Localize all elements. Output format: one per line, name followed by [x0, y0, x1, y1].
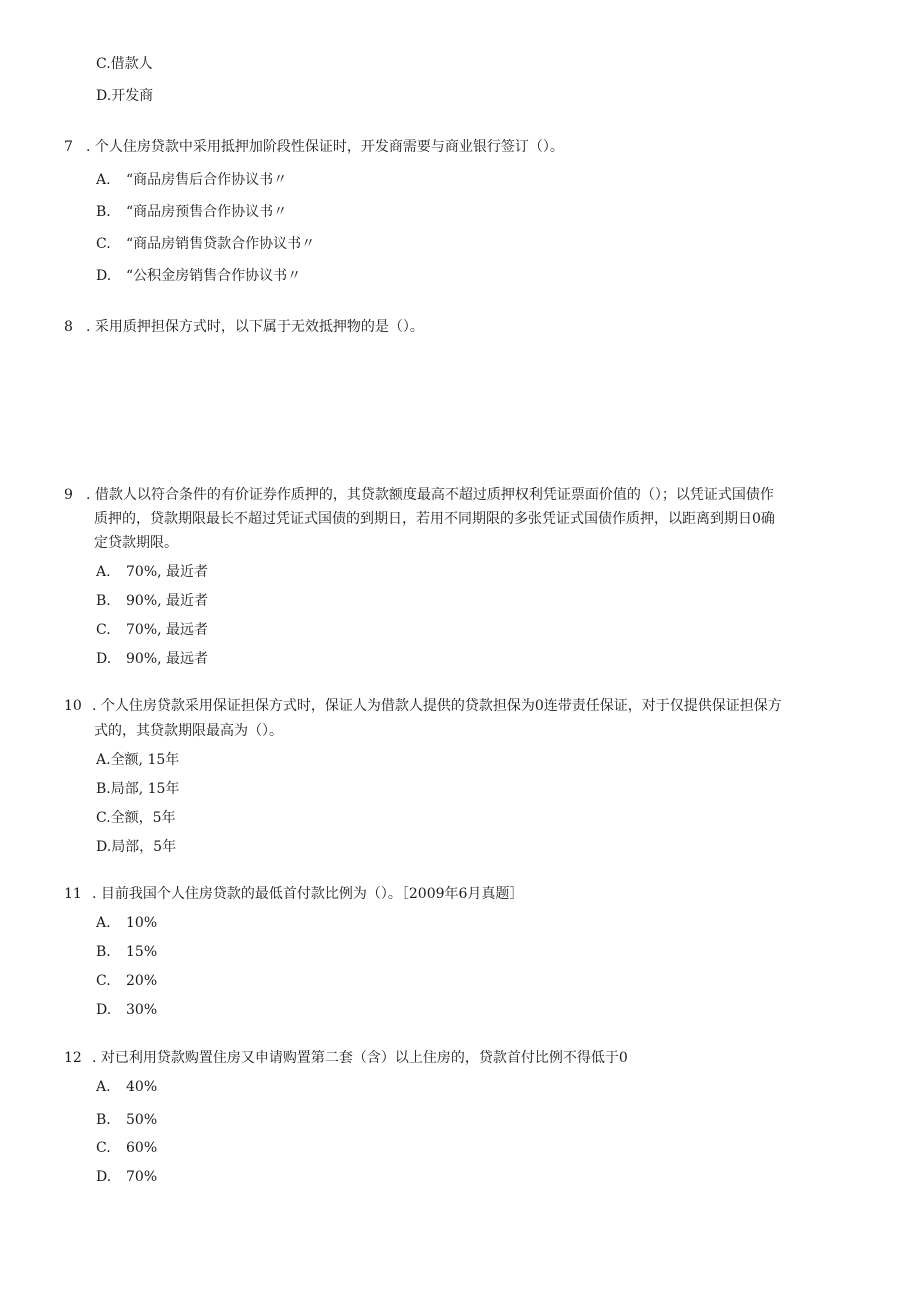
question-11: [64, 884, 523, 904]
option-letter: A.: [96, 1079, 111, 1095]
option-text: 70%, 最近者: [126, 564, 209, 580]
question-text-line-1: . 个人住房贷款采用保证担保方式时，保证人为借款人提供的贷款担保为0连带责任保证，对于仅提供保证担保方: [92, 698, 782, 714]
option-text: 全额，5年: [110, 810, 176, 826]
q11-option-b: [96, 942, 157, 962]
q12-option-a: [96, 1077, 157, 1097]
q10-option-d: [96, 837, 176, 857]
q9-option-a: [96, 562, 208, 582]
question-number: 8: [64, 319, 73, 335]
question-9-continuation: [94, 533, 178, 553]
option-letter: C.: [96, 1140, 111, 1156]
option-text: 50%: [126, 1112, 158, 1128]
option-letter: B.: [96, 204, 111, 220]
option-text: “公积金房销售合作协议书〃: [126, 268, 302, 284]
question-9-continuation: [94, 509, 775, 529]
question-10: [64, 696, 782, 716]
question-number: 7: [64, 139, 73, 155]
q12-option-c: [96, 1138, 157, 1158]
prev-option-c: [96, 54, 153, 74]
q11-option-a: [96, 913, 157, 933]
q9-option-b: [96, 591, 208, 611]
option-text: “商品房售后合作协议书〃: [126, 172, 288, 188]
option-letter: D.: [96, 651, 112, 667]
option-text: 30%: [126, 1002, 158, 1018]
option-letter: C.: [96, 973, 111, 989]
q7-option-c: [96, 234, 315, 254]
option-letter: C.: [96, 236, 111, 252]
question-text-line-3: 定贷款期限。: [94, 535, 178, 551]
option-text: “商品房销售贷款合作协议书〃: [126, 236, 316, 252]
question-text: . 目前我国个人住房贷款的最低首付款比例为（）。［2009年6月真题］: [92, 886, 524, 902]
question-text-line-2: 式的，其贷款期限最高为（）。: [94, 723, 283, 739]
option-text: 90%, 最近者: [126, 593, 209, 609]
q10-option-b: [96, 779, 179, 799]
q10-option-c: [96, 808, 176, 828]
q11-option-c: [96, 971, 157, 991]
prev-option-d: [96, 86, 153, 106]
q11-option-d: [96, 1000, 157, 1020]
q12-option-b: [96, 1110, 157, 1130]
question-text: . 个人住房贷款中采用抵押加阶段性保证时，开发商需要与商业银行签订（）。: [86, 139, 564, 155]
option-text: 60%: [126, 1140, 158, 1156]
option-letter: C.: [96, 56, 111, 72]
option-text: 局部，5年: [111, 839, 177, 855]
option-text: 70%, 最远者: [126, 622, 209, 638]
q9-option-c: [96, 620, 208, 640]
option-letter: D.: [96, 839, 112, 855]
q10-option-a: [96, 750, 179, 770]
question-number: 10: [64, 698, 82, 714]
option-letter: A.: [96, 752, 111, 768]
option-letter: B.: [96, 944, 111, 960]
question-number: 12: [64, 1050, 82, 1066]
option-letter: D.: [96, 1002, 112, 1018]
option-text: 局部, 15年: [110, 781, 180, 797]
option-letter: A.: [96, 172, 111, 188]
option-letter: B.: [96, 781, 111, 797]
question-12: [64, 1048, 628, 1068]
question-number: 11: [64, 886, 82, 902]
question-10-continuation: [94, 721, 283, 741]
q7-option-d: [96, 266, 301, 286]
question-number: 9: [64, 487, 73, 503]
option-text: 90%, 最远者: [126, 651, 209, 667]
option-text: 全额, 15年: [110, 752, 180, 768]
question-text: . 采用质押担保方式时，以下属于无效抵押物的是（）。: [86, 319, 424, 335]
q7-option-b: [96, 202, 287, 222]
option-text: 开发商: [111, 88, 154, 104]
option-letter: C.: [96, 622, 111, 638]
option-text: “商品房预售合作协议书〃: [126, 204, 288, 220]
question-text-line-2: 质押的，贷款期限最长不超过凭证式国债的到期日，若用不同期限的多张凭证式国债作质押，以距离到期日0确: [94, 511, 775, 527]
option-letter: B.: [96, 593, 111, 609]
option-text: 借款人: [110, 56, 153, 72]
q12-option-d: [96, 1167, 157, 1187]
question-7: [64, 137, 564, 157]
q9-option-d: [96, 649, 208, 669]
question-8: [64, 317, 424, 337]
option-text: 40%: [126, 1079, 158, 1095]
option-text: 20%: [126, 973, 158, 989]
question-9: [64, 485, 774, 505]
option-letter: D.: [96, 88, 112, 104]
question-text-line-1: . 借款人以符合条件的有价证券作质押的，其贷款额度最高不超过质押权利凭证票面价值的（）；以凭证式国债作: [86, 487, 774, 503]
option-letter: A.: [96, 915, 111, 931]
option-letter: B.: [96, 1112, 111, 1128]
q7-option-a: [96, 170, 287, 190]
option-letter: D.: [96, 268, 112, 284]
option-letter: A.: [96, 564, 111, 580]
option-text: 15%: [126, 944, 158, 960]
option-text: 10%: [126, 915, 158, 931]
option-letter: C.: [96, 810, 111, 826]
option-text: 70%: [126, 1169, 158, 1185]
option-letter: D.: [96, 1169, 112, 1185]
question-text: . 对已利用贷款购置住房又申请购置第二套（含）以上住房的，贷款首付比例不得低于0: [92, 1050, 628, 1066]
